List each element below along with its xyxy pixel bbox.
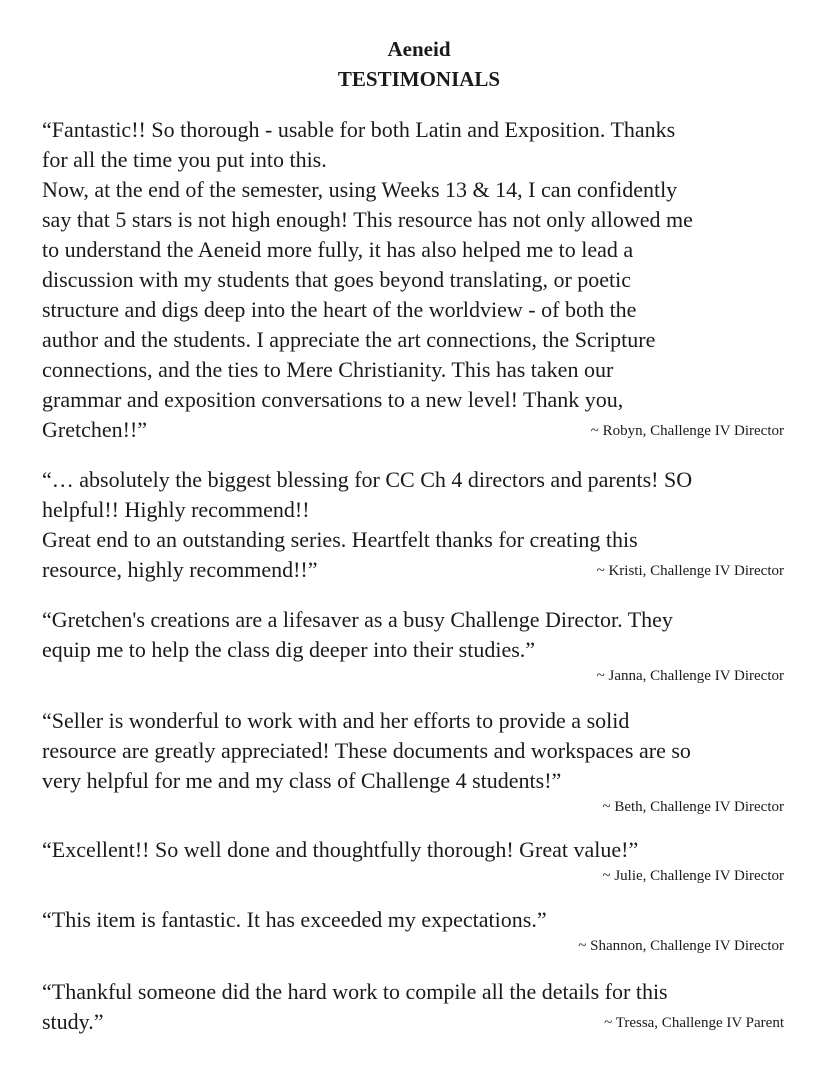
testimonial-author: ~ Kristi, Challenge IV Director	[596, 563, 784, 579]
testimonial-kristi	[42, 465, 784, 585]
testimonial-robyn	[42, 115, 784, 445]
page-title: Aeneid	[387, 37, 451, 61]
testimonial-text: “Excellent!! So well done and thoughtfully thorough! Great value!”	[42, 837, 639, 862]
testimonial-text: “This item is fantastic. It has exceeded my expectations.”	[42, 907, 547, 932]
testimonial-author: ~ Shannon, Challenge IV Director	[578, 938, 784, 954]
testimonial-tressa	[42, 977, 784, 1037]
testimonial-janna	[42, 605, 784, 687]
testimonial-text: “Fantastic!! So thorough - usable for both Latin and Exposition. Thanks for all the time you put into this. Now, at the end of the semester, using Weeks 13 & 14, I can confidently say that 5 stars is not high enough! This resource has not only allowed me to understand the Aeneid more fully, it has also helped me to lead a discussion with my students that goes beyond translating, or poetic structure and digs deep into the heart of the worldview - of both the author and the students. I appreciate the art connections, the Scripture connections, and the ties to Mere Christianity. This has taken our grammar and exposition conversations to a new level! Thank you, Gretchen!!”	[42, 117, 693, 442]
testimonial-text: “Thankful someone did the hard work to compile all the details for this study.”	[42, 979, 668, 1034]
testimonial-text: “Seller is wonderful to work with and her efforts to provide a solid resource are greatly appreciated! These documents and workspaces are so very helpful for me and my class of Challenge 4 students!”	[42, 708, 691, 793]
testimonial-beth	[42, 706, 784, 818]
testimonial-author: ~ Robyn, Challenge IV Director	[590, 423, 784, 439]
testimonial-text: “Gretchen's creations are a lifesaver as a busy Challenge Director. They equip me to help the class dig deeper into their studies.”	[42, 607, 673, 662]
testimonial-author: ~ Tressa, Challenge IV Parent	[604, 1015, 784, 1031]
page-subtitle: TESTIMONIALS	[337, 67, 501, 91]
testimonial-author: ~ Janna, Challenge IV Director	[596, 668, 784, 684]
testimonial-shannon	[42, 905, 784, 957]
testimonial-julie	[42, 835, 784, 887]
testimonial-author: ~ Beth, Challenge IV Director	[602, 799, 784, 815]
testimonial-text: “… absolutely the biggest blessing for CC Ch 4 directors and parents! SO helpful!! Highly recommend!! Great end to an outstanding series. Heartfelt thanks for creating this resource, highly recommend!!”	[42, 467, 693, 582]
testimonial-author: ~ Julie, Challenge IV Director	[602, 868, 784, 884]
